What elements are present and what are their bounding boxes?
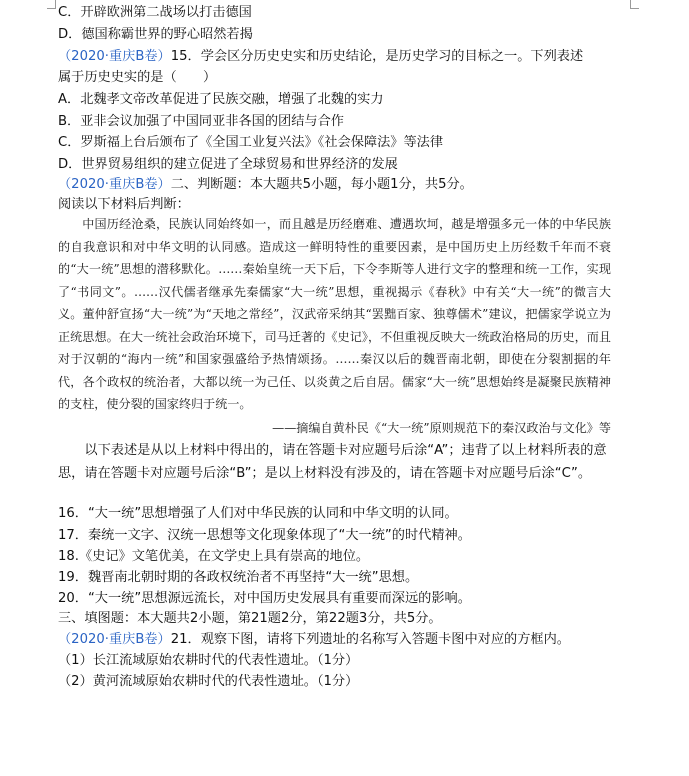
q15-option-c: C．罗斯福上台后颁布了《全国工业复兴法》《社会保障法》等法律 [58,135,444,150]
q14-option-c: C．开辟欧洲第二战场以打击德国 [58,5,252,20]
judgment-item-16: 16．“大一统”思想增强了人们对中华民族的认同和中华文明的认同。 [58,506,458,521]
q21-part2: （2）黄河流域原始农耕时代的代表性遗址。（1分） [58,674,359,689]
page-corner-mark-right [630,0,639,9]
q15-option-a: A．北魏孝文帝改革促进了民族交融，增强了北魏的实力 [58,92,384,107]
page-corner-mark-left [47,0,56,9]
q15-option-b: B．亚非会议加强了中国同亚非各国的团结与合作 [58,114,344,129]
judgment-instruction: 以下表述是从以上材料中得出的，请在答题卡对应题号后涂“A”；违背了以上材料所表的意思，请在答题卡对应题号后涂“B”；是以上材料没有涉及的，请在答题卡对应题号后涂“C”。 [58,443,607,481]
judgment-item-18: 18.《史记》文笔优美，在文学史上具有崇高的地位。 [58,549,370,564]
section3-title: 三、填图题：本大题共2小题，第21题2分，第22题3分，共5分。 [58,611,442,626]
judgment-item-20: 20．“大一统”思想源远流长，对中国历史发展具有重要而深远的影响。 [58,591,471,606]
judgment-item-17: 17．秦统一文字、汉统一思想等文化现象体现了“大一统”的时代精神。 [58,528,471,543]
q21-part1: （1）长江流域原始农耕时代的代表性遗址。（1分） [58,653,359,668]
q15-option-d: D．世界贸易组织的建立促进了全球贸易和世界经济的发展 [58,157,398,172]
passage-attribution: ——摘编自黄朴民《“大一统”原则规范下的秦汉政治与文化》等 [272,421,611,435]
judgment-item-19: 19．魏晋南北朝时期的各政权统治者不再坚持“大一统”思想。 [58,570,419,585]
reading-passage: 中国历经沧桑，民族认同始终如一，而且越是历经磨难、遭遇坎坷，越是增强多元一体的中华民族的自我意识和对中华文明的认同感。造成这一鲜明特性的重要因素，是中国历史上历经数千年而不衰的“大一统”思想的潜移默化。……秦始皇统一天下后，下令李斯等人进行文字的整理和统一工作，实现了“书同文”。……汉代儒者继承先秦儒家“大一统”思想，重视揭示《春秋》中有关“大一统”的微言大义。董仲舒宣扬“大一统”为“天地之常经”，汉武帝采纳其“罢黜百家、独尊儒术”建议，把儒家学说立为正统思想。在大一统社会政治环境下，司马迁著的《史记》，不但重视反映大一统政治格局的历史，而且对于汉朝的“海内一统”和国家强盛给予热情颂扬。……秦汉以后的魏晋南北朝，即使在分裂割据的年代，各个政权的统治者，大都以统一为己任、以炎黄之后自居。儒家“大一统”思想始终是凝聚民族精神的支柱，使分裂的国家终归于统一。 [58,217,611,411]
q14-option-d: D．德国称霸世界的野心昭然若揭 [58,27,253,42]
section3-source: （2020·重庆B卷） [58,632,171,647]
q15-stem-line2: 属于历史史实的是（ ） [58,70,217,85]
section2-source: （2020·重庆B卷） [58,177,171,192]
q21-stem [58,631,570,649]
section2-intro: 阅读以下材料后判断： [58,197,190,212]
q21-text: 21．观察下图，请将下列遗址的名称写入答题卡图中对应的方框内。 [170,632,570,647]
section2-title: 二、判断题：本大题共5小题，每小题1分，共5分。 [170,177,473,192]
q15-stem-text: 15．学会区分历史史实和历史结论，是历史学习的目标之一。下列表述 [170,49,584,64]
q15-source: （2020·重庆B卷） [58,49,171,64]
section2-heading [58,176,473,194]
q15-stem-line1 [58,48,583,66]
